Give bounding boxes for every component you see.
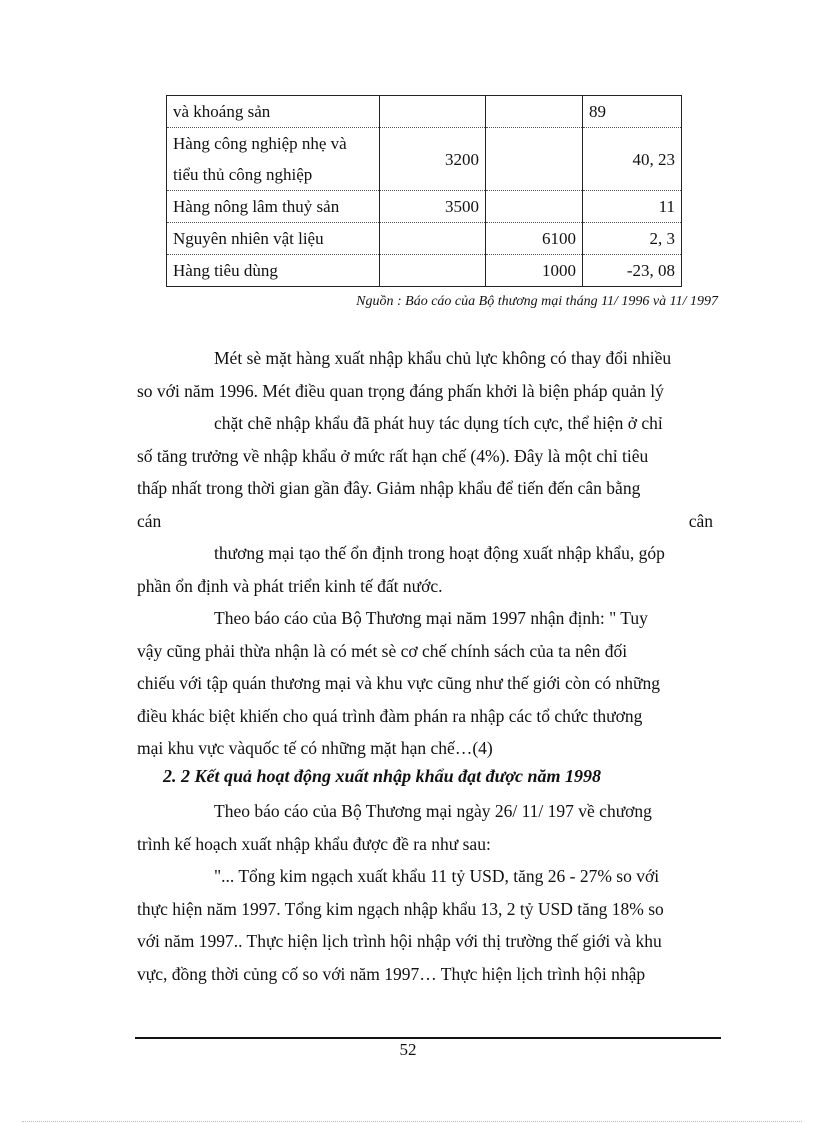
text-line xyxy=(137,505,719,538)
text-line: Theo báo cáo của Bộ Thương mại ngày 26/ 11/ 197 về chương xyxy=(214,801,652,821)
page-number: 52 xyxy=(399,1040,417,1059)
table-row xyxy=(167,223,682,255)
table-cell xyxy=(380,255,486,287)
table-cell: 11 xyxy=(583,191,682,223)
footer-rule xyxy=(135,1037,721,1039)
text-line: với năm 1997.. Thực hiện lịch trình hội nhập với thị trường thế giới và khu xyxy=(137,931,662,951)
text-line: vậy cũng phải thừa nhận là có mét sè cơ chế chính sách của ta nên đối xyxy=(137,640,628,661)
table-source-note: Nguồn : Báo cáo của Bộ thương mại tháng 11/ 1996 và 11/ 1997 xyxy=(356,294,718,309)
table-cell xyxy=(486,191,583,223)
table-cell: -23, 08 xyxy=(583,255,682,287)
text-line: trình kế hoạch xuất nhập khẩu được đề ra như sau: xyxy=(137,833,491,854)
text-line: điều khác biệt khiến cho quá trình đàm phán ra nhập các tổ chức thương xyxy=(137,705,643,726)
table-cell-label: Hàng công nghiệp nhẹ và tiểu thủ công nghiệp xyxy=(167,128,380,191)
table-cell: 40, 23 xyxy=(583,128,682,191)
table-cell-label: Hàng tiêu dùng xyxy=(167,255,380,287)
table-cell-label: Nguyên nhiên vật liệu xyxy=(167,223,380,255)
text-line: so với năm 1996. Mét điều quan trọng đáng phấn khởi là biện pháp quản lý xyxy=(137,380,664,401)
text-line: chặt chẽ nhập khẩu đã phát huy tác dụng tích cực, thể hiện ở chỉ xyxy=(214,413,663,433)
page-bottom-border xyxy=(22,1121,802,1122)
paragraph-1 xyxy=(137,342,719,602)
text-line: "... Tổng kim ngạch xuất khẩu 11 tỷ USD, tăng 26 - 27% so với xyxy=(214,866,660,886)
table-row xyxy=(167,255,682,287)
text-line: Mét sè mặt hàng xuất nhập khẩu chủ lực không có thay đổi nhiều xyxy=(214,348,672,368)
table-cell xyxy=(380,223,486,255)
table-cell-label: và khoáng sản xyxy=(167,96,380,128)
table-cell xyxy=(486,128,583,191)
text-word: cân xyxy=(688,510,713,531)
commodity-table xyxy=(166,95,682,287)
text-line: phần ổn định và phát triển kinh tế đất nước. xyxy=(137,575,443,596)
text-line: Theo báo cáo của Bộ Thương mại năm 1997 nhận định: " Tuy xyxy=(214,608,648,628)
table-cell: 89 xyxy=(583,96,682,128)
table-cell xyxy=(486,96,583,128)
text-line: chiếu với tập quán thương mại và khu vực cũng như thế giới còn có những xyxy=(137,673,661,693)
text-line: vực, đồng thời củng cố so với năm 1997… Thực hiện lịch trình hội nhập xyxy=(137,963,646,984)
table-row xyxy=(167,128,682,191)
table-cell: 1000 xyxy=(486,255,583,287)
table-cell-label: Hàng nông lâm thuỷ sản xyxy=(167,191,380,223)
section-heading: 2. 2 Kết quả hoạt động xuất nhập khẩu đạt được năm 1998 xyxy=(163,766,602,786)
text-line: thực hiện năm 1997. Tổng kim ngạch nhập khẩu 13, 2 tỷ USD tăng 18% so xyxy=(137,898,664,919)
table-cell: 3200 xyxy=(380,128,486,191)
text-line: thấp nhất trong thời gian gần đây. Giảm nhập khẩu để tiến đến cân bằng xyxy=(137,478,641,498)
text-line: số tăng trưởng về nhập khẩu ở mức rất hạn chế (4%). Đây là một chỉ tiêu xyxy=(137,445,649,466)
table-row xyxy=(167,96,682,128)
table-cell xyxy=(380,96,486,128)
table-row xyxy=(167,191,682,223)
table-cell: 3500 xyxy=(380,191,486,223)
table-cell: 6100 xyxy=(486,223,583,255)
text-line: mại khu vực vàquốc tế có những mặt hạn chế…(4) xyxy=(137,738,493,758)
text-word: cán xyxy=(137,510,162,531)
paragraph-2 xyxy=(137,602,719,765)
table-cell: 2, 3 xyxy=(583,223,682,255)
paragraph-3 xyxy=(137,795,719,990)
text-line: thương mại tạo thế ổn định trong hoạt động xuất nhập khẩu, góp xyxy=(214,543,665,563)
